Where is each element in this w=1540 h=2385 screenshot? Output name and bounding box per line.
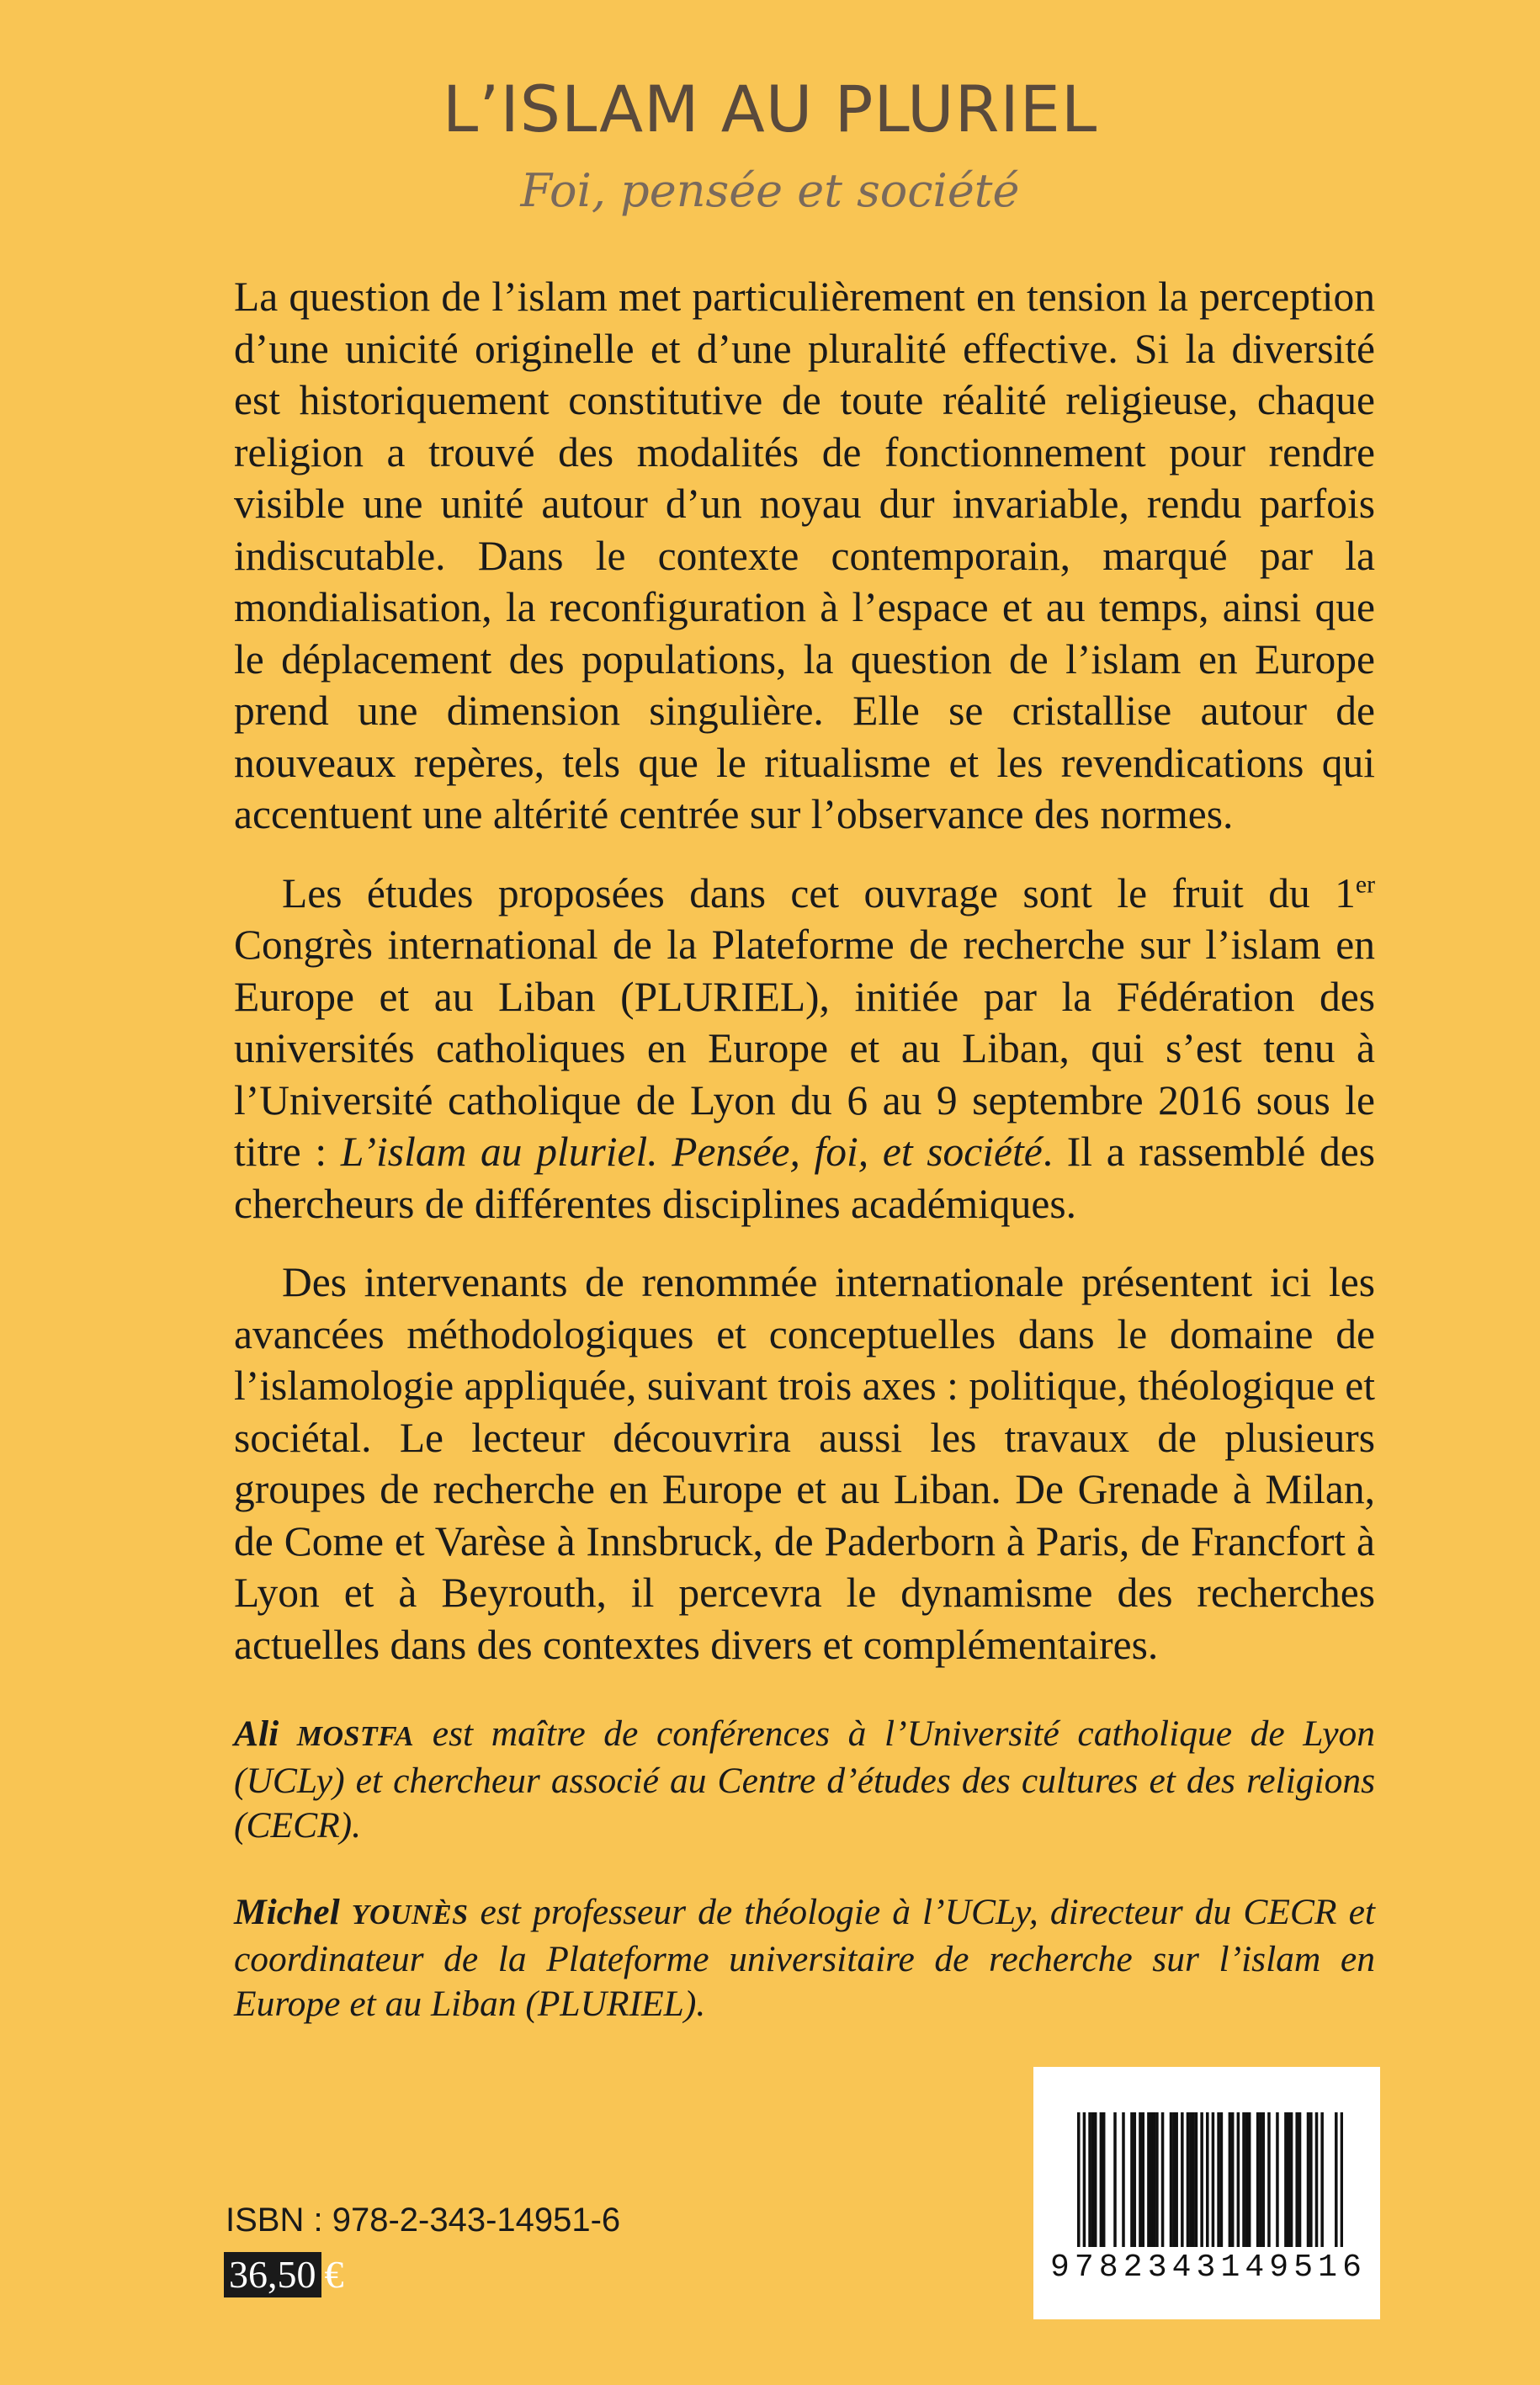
barcode-bar bbox=[1161, 2112, 1165, 2247]
barcode-bars bbox=[1077, 2112, 1343, 2247]
barcode-bar bbox=[1170, 2112, 1173, 2247]
barcode-bar bbox=[1200, 2112, 1203, 2247]
description-p2-start: Les études proposées dans cet ouvrage sont le fruit du 1 bbox=[282, 869, 1356, 916]
barcode-bar bbox=[1259, 2112, 1262, 2247]
barcode-bar bbox=[1153, 2112, 1156, 2247]
author-2-last-name: YOUNÈS bbox=[351, 1899, 469, 1931]
barcode-digit: 9 bbox=[1050, 2250, 1070, 2286]
book-title: L’ISLAM AU PLURIEL bbox=[442, 72, 1098, 146]
barcode-digit: 7 bbox=[1074, 2250, 1094, 2286]
barcode-bar bbox=[1284, 2112, 1288, 2247]
barcode-digit: 1 bbox=[1220, 2250, 1240, 2286]
barcode-bar bbox=[1206, 2112, 1209, 2247]
barcode-bar bbox=[1091, 2112, 1095, 2247]
barcode-bar bbox=[1187, 2112, 1190, 2247]
barcode-bar bbox=[1229, 2112, 1232, 2247]
barcode-bar bbox=[1088, 2112, 1091, 2247]
barcode-bar bbox=[1248, 2112, 1251, 2247]
barcode-bar bbox=[1320, 2112, 1324, 2247]
barcode-bar bbox=[1094, 2112, 1097, 2247]
author-1-last-name: MOSTFA bbox=[296, 1721, 415, 1752]
author-bio-1 bbox=[234, 1712, 1375, 1848]
barcode-bar bbox=[1130, 2112, 1134, 2247]
barcode-digit: 2 bbox=[1123, 2250, 1143, 2286]
barcode-bar bbox=[1077, 2112, 1081, 2247]
barcode-bar bbox=[1139, 2112, 1142, 2247]
barcode bbox=[1033, 2067, 1380, 2319]
barcode-bar bbox=[1341, 2112, 1343, 2247]
barcode-bar bbox=[1155, 2112, 1159, 2247]
barcode-digit: 3 bbox=[1196, 2250, 1216, 2286]
barcode-bar bbox=[1113, 2112, 1117, 2247]
barcode-digits bbox=[1050, 2252, 1362, 2284]
isbn-number: ISBN : 978-2-343-14951-6 bbox=[226, 2202, 621, 2239]
barcode-bar bbox=[1295, 2112, 1298, 2247]
price-value: 36,50 bbox=[224, 2252, 321, 2297]
author-2-bio-text: est professeur de théologie à l’UCLy, directeur du CECR et coordinateur de la Plateforme universitaire de recherche sur l’islam en Europe et au Liban (PLURIEL). bbox=[234, 1892, 1375, 2024]
barcode-bar bbox=[1147, 2112, 1150, 2247]
description-p2-middle: Congrès international de la Plateforme de recherche sur l’islam en Europe et au Liban (PLURIEL), initiée par la Fédération des universités catholiques en Europe et au Liban, qui s’est tenu à l’Université catholique de Lyon du 6 au 9 septembre 2016 sous le titre : bbox=[234, 922, 1375, 1175]
barcode-bar bbox=[1262, 2112, 1266, 2247]
author-2-first-name: Michel bbox=[234, 1892, 352, 1932]
barcode-bar bbox=[1220, 2112, 1224, 2247]
barcode-bar bbox=[1142, 2112, 1145, 2247]
barcode-bar bbox=[1134, 2112, 1137, 2247]
barcode-bar bbox=[1287, 2112, 1290, 2247]
barcode-bar bbox=[1245, 2112, 1249, 2247]
author-1-bio-text: est maître de conférences à l’Université catholique de Lyon (UCLy) et chercheur associé au Centre d’études des cultures et des religions (CECR). bbox=[234, 1713, 1376, 1846]
barcode-bar bbox=[1335, 2112, 1338, 2247]
barcode-digit: 4 bbox=[1171, 2250, 1192, 2286]
barcode-bar bbox=[1298, 2112, 1302, 2247]
barcode-bar bbox=[1189, 2112, 1192, 2247]
barcode-bar bbox=[1102, 2112, 1106, 2247]
barcode-bar bbox=[1172, 2112, 1176, 2247]
barcode-bar bbox=[1307, 2112, 1310, 2247]
barcode-bar bbox=[1315, 2112, 1319, 2247]
author-bio-2 bbox=[234, 1890, 1375, 2026]
barcode-bar bbox=[1083, 2112, 1086, 2247]
barcode-bar bbox=[1237, 2112, 1240, 2247]
barcode-digit: 5 bbox=[1293, 2250, 1314, 2286]
barcode-bar bbox=[1181, 2112, 1184, 2247]
description-paragraph-2 bbox=[234, 868, 1375, 1230]
author-bios bbox=[234, 1712, 1375, 2069]
barcode-digit: 6 bbox=[1342, 2250, 1362, 2286]
barcode-bar bbox=[1267, 2112, 1271, 2247]
barcode-bar bbox=[1242, 2112, 1245, 2247]
barcode-bar bbox=[1290, 2112, 1293, 2247]
conference-title: L’islam au pluriel. Pensée, foi, et société bbox=[340, 1129, 1043, 1175]
description-p2-end: . Il a rassemblé des chercheurs de différentes disciplines académiques. bbox=[234, 1129, 1375, 1227]
barcode-bar bbox=[1212, 2112, 1215, 2247]
barcode-digit: 4 bbox=[1245, 2250, 1265, 2286]
barcode-bar bbox=[1256, 2112, 1260, 2247]
barcode-bar bbox=[1175, 2112, 1178, 2247]
barcode-bar bbox=[1217, 2112, 1220, 2247]
barcode-bar bbox=[1150, 2112, 1153, 2247]
barcode-digit: 8 bbox=[1098, 2250, 1118, 2286]
barcode-digit: 3 bbox=[1147, 2250, 1167, 2286]
barcode-bar bbox=[1231, 2112, 1235, 2247]
barcode-bar bbox=[1122, 2112, 1125, 2247]
book-subtitle: Foi, pensée et société bbox=[520, 164, 1020, 217]
barcode-bar bbox=[1195, 2112, 1198, 2247]
barcode-digit: 9 bbox=[1269, 2250, 1289, 2286]
price-currency: € bbox=[324, 2253, 344, 2296]
barcode-digit: 1 bbox=[1318, 2250, 1337, 2286]
barcode-bar bbox=[1192, 2112, 1195, 2247]
price-tag bbox=[224, 2252, 344, 2297]
barcode-bar bbox=[1309, 2112, 1313, 2247]
back-cover-description bbox=[234, 271, 1375, 1697]
ordinal-superscript: er bbox=[1355, 871, 1375, 898]
barcode-bar bbox=[1100, 2112, 1103, 2247]
description-paragraph-3: Des intervenants de renommée internationale présentent ici les avancées méthodologiques et conceptuelles dans le domaine de l’islamologie appliquée, suivant trois axes : politique, théologique et sociétal. Le lecteur découvrira aussi les travaux de plusieurs groupes de recherche en Europe et au Liban. De Grenade à Milan, de Come et Varèse à Innsbruck, de Paderborn à Paris, de Francfort à Lyon et à Beyrouth, il percevra le dynamisme des recherches actuelles dans des contextes divers et complémentaires. bbox=[234, 1259, 1375, 1668]
author-1-first-name: Ali bbox=[234, 1713, 297, 1754]
barcode-bar bbox=[1276, 2112, 1279, 2247]
description-paragraph-1: La question de l’islam met particulièrement en tension la perception d’une unicité originelle et d’une pluralité effective. Si la diversité est historiquement constitutive de toute réalité religieuse, chaque religion a trouvé des modalités de fonctionnement pour rendre visible une unité autour d’un noyau dur invariable, rendu parfois indiscutable. Dans le contexte contemporain, marqué par la mondialisation, la reconfiguration à l’espace et au temps, ainsi que le déplacement des populations, la question de l’islam en Europe prend une dimension singulière. Elle se cristallise autour de nouveaux repères, tels que le ritualisme et les revendications qui accentuent une altérité centrée sur l’observance des normes. bbox=[234, 274, 1375, 837]
